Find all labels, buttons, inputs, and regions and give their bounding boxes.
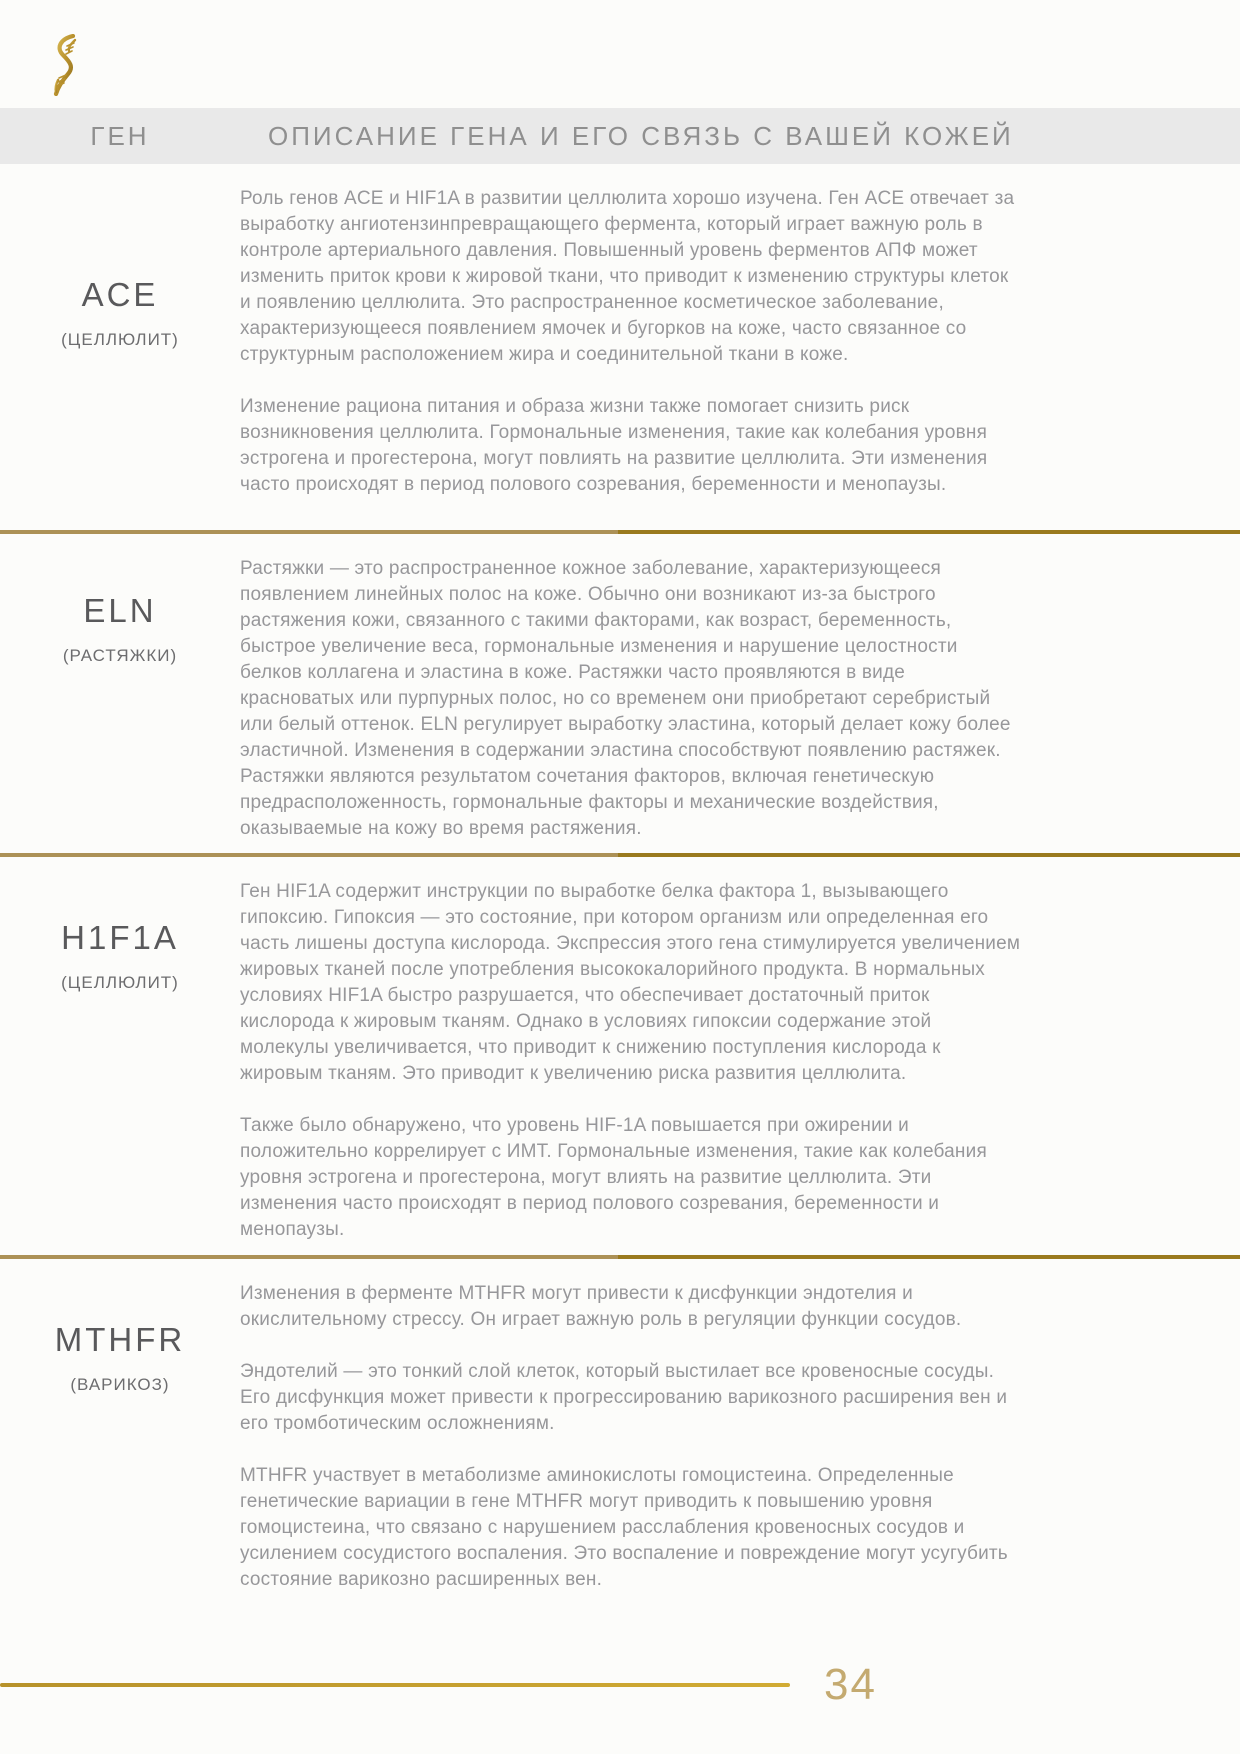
- description-paragraph: Также было обнаружено, что уровень HIF-1A повышается при ожирении и положительно коррелирует с ИМТ. Гормональные изменения, такие как колебания уровня эстрогена и прогестерона, могут влиять на развитие целлюлита. Эти изменения часто происходят в период полового созревания, беременности и менопаузы.: [240, 1115, 987, 1240]
- description-paragraph: Роль генов ACE и HIF1A в развитии целлюлита хорошо изучена. Ген ACE отвечает за выработку ангиотензинпревращающего фермента, который играет важную роль в контроле артериального давления. Повышенный уровень ферментов АПФ может изменить приток крови к жировой ткани, что приводит к изменению структуры клеток и появлению целлюлита. Это распространенное косметическое заболевание, характеризующееся появлением ямочек и бугорков на коже, часто связанное со структурным расположением жира и соединительной ткани в коже.: [240, 188, 1015, 365]
- gene-table: [0, 164, 1240, 1644]
- gene-row-ace: [0, 164, 1240, 530]
- gene-cell-eln: [0, 534, 240, 853]
- dna-helix-icon: [44, 34, 88, 96]
- page-footer: [0, 1650, 1240, 1720]
- description-paragraph: MTHFR участвует в метаболизме аминокислоты гомоцистеина. Определенные генетические вариации в гене MTHFR могут приводить к повышению уровня гомоцистеина, что связано с нарушением расслабления кровеносных сосудов и усилением сосудистого воспаления. Это воспаление и повреждение могут усугубить состояние варикозно расширенных вен.: [240, 1465, 1008, 1590]
- gene-row-mthfr: [0, 1259, 1240, 1644]
- gene-condition: (ЦЕЛЛЮЛИТ): [61, 973, 179, 992]
- gene-condition: (РАСТЯЖКИ): [62, 646, 178, 665]
- table-header: [0, 108, 1240, 164]
- gene-name: H1F1A: [61, 919, 179, 956]
- gene-description-h1f1a: [240, 857, 1022, 1255]
- gene-row-eln: [0, 534, 1240, 853]
- gene-cell-h1f1a: [0, 857, 240, 1255]
- description-paragraph: Эндотелий — это тонкий слой клеток, который выстилает все кровеносные сосуды. Его дисфункция может привести к прогрессированию варикозного расширения вен и его тромботическим осложнениям.: [240, 1361, 1008, 1434]
- gene-description-eln: [240, 534, 1022, 853]
- footer-divider-line: [0, 1683, 790, 1687]
- gene-cell-mthfr: [0, 1259, 240, 1644]
- header-description-column-label: ОПИСАНИЕ ГЕНА И ЕГО СВЯЗЬ С ВАШЕЙ КОЖЕЙ: [268, 120, 1014, 151]
- header-gene-column-label: ГЕН: [90, 120, 150, 151]
- gene-condition: (ВАРИКОЗ): [70, 1375, 170, 1394]
- description-paragraph: Изменение рациона питания и образа жизни также помогает снизить риск возникновения целлюлита. Гормональные изменения, такие как колебания уровня эстрогена и прогестерона, могут повлиять на развитие целлюлита. Эти изменения часто происходят в период полового созревания, беременности и менопаузы.: [240, 396, 988, 495]
- gene-name: MTHFR: [54, 1321, 186, 1358]
- gene-description-mthfr: [240, 1259, 1022, 1644]
- page-number: 34: [824, 1660, 877, 1709]
- description-paragraph: Изменения в ферменте MTHFR могут привести к дисфункции эндотелия и окислительному стрессу. Он играет важную роль в регуляции функции сосудов.: [240, 1283, 962, 1330]
- description-paragraph: Растяжки — это распространенное кожное заболевание, характеризующееся появлением линейных полос на коже. Обычно они возникают из-за быстрого растяжения кожи, связанного с такими факторами, как возраст, беременность, быстрое увеличение веса, гормональные изменения и нарушение целостности белков коллагена и эластина в коже. Растяжки часто проявляются в виде красноватых или пурпурных полос, но со временем они приобретают серебристый или белый оттенок. ELN регулирует выработку эластина, который делает кожу более эластичной. Изменения в содержании эластина способствуют появлению растяжек. Растяжки являются результатом сочетания факторов, включая генетическую предрасположенность, гормональные факторы и механические воздействия, оказываемые на кожу во время растяжения.: [240, 558, 1011, 839]
- gene-name: ACE: [81, 276, 159, 313]
- gene-condition: (ЦЕЛЛЮЛИТ): [61, 330, 179, 349]
- gene-name: ELN: [83, 592, 157, 629]
- gene-description-ace: [240, 164, 1022, 530]
- description-paragraph: Ген HIF1A содержит инструкции по выработке белка фактора 1, вызывающего гипоксию. Гипоксия — это состояние, при котором организм или определенная его часть лишены доступа кислорода. Экспрессия этого гена стимулируется увеличением жировых тканей после употребления высококалорийного продукта. В нормальных условиях HIF1A быстро разрушается, что обеспечивает достаточный приток кислорода к жировым тканям. Однако в условиях гипоксии содержание этой молекулы увеличивается, что приводит к снижению поступления кислорода к жировым тканям. Это приводит к увеличению риска развития целлюлита.: [240, 881, 1021, 1084]
- gene-row-h1f1a: [0, 857, 1240, 1255]
- gene-cell-ace: [0, 164, 240, 530]
